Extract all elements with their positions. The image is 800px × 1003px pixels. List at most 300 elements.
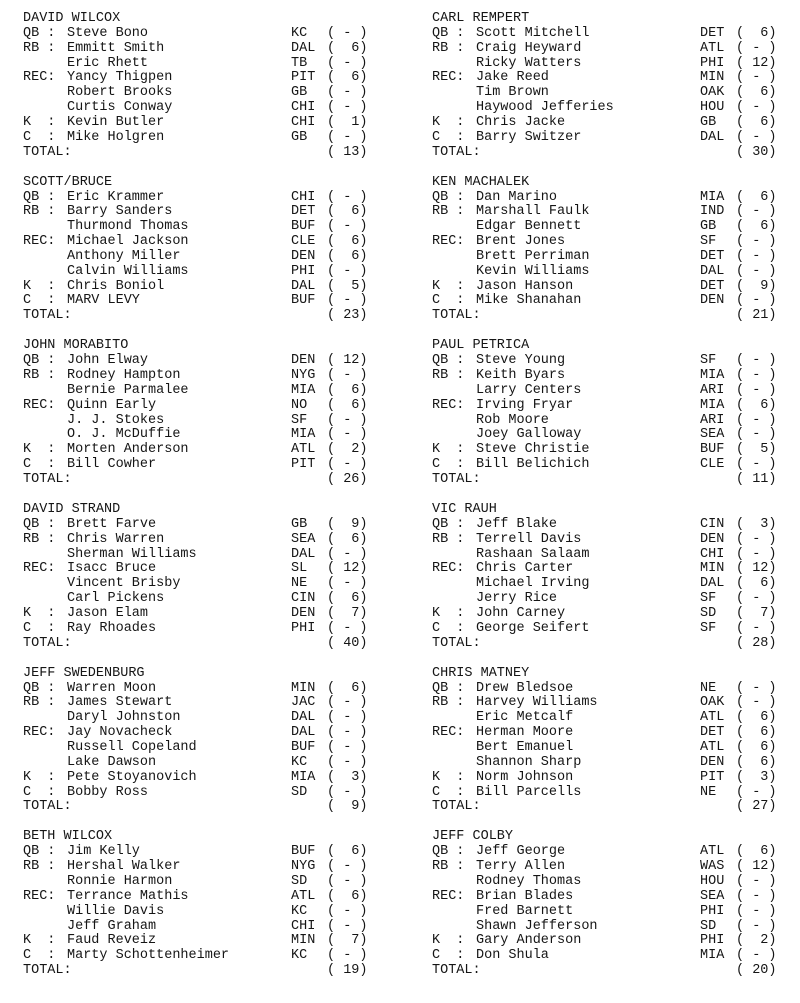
total-row	[432, 309, 800, 324]
player-name: Rodney Thomas	[476, 873, 582, 889]
roster-row	[23, 622, 393, 637]
roster-row	[432, 354, 800, 369]
nfl-team: PIT	[291, 70, 316, 86]
player-name: Harvey Williams	[476, 695, 598, 711]
roster-row	[23, 27, 393, 42]
player-name: Don Shula	[476, 948, 549, 964]
roster-row	[23, 949, 393, 964]
player-points: ( 6)	[736, 739, 777, 755]
player-points: ( 9)	[736, 278, 777, 294]
player-points: ( 6)	[327, 40, 368, 56]
player-points: ( - )	[736, 457, 777, 473]
roster-row	[432, 443, 800, 458]
player-name: Ray Rhoades	[67, 620, 157, 636]
position-label: REC:	[432, 234, 465, 250]
position-label: K :	[432, 769, 465, 785]
nfl-team: MIA	[291, 382, 316, 398]
player-name: Chris Warren	[67, 531, 165, 547]
total-label: TOTAL:	[432, 308, 481, 324]
player-name: Lake Dawson	[67, 754, 157, 770]
nfl-team: SEA	[291, 531, 316, 547]
nfl-team: ATL	[700, 844, 725, 860]
position-label: REC:	[432, 725, 465, 741]
position-label: C :	[23, 948, 56, 964]
player-points: ( 6)	[736, 725, 777, 741]
roster-row	[23, 220, 393, 235]
nfl-team: WAS	[700, 859, 725, 875]
roster-row	[432, 607, 800, 622]
position-label: RB :	[432, 204, 465, 220]
total-points: ( 11)	[736, 471, 777, 487]
nfl-team: BUF	[291, 844, 316, 860]
position-label: C :	[432, 457, 465, 473]
player-points: ( - )	[736, 204, 777, 220]
player-points: ( 6)	[327, 888, 368, 904]
player-points: ( 12)	[327, 353, 368, 369]
roster-row	[432, 934, 800, 949]
position-label: RB :	[23, 204, 56, 220]
player-points: ( 7)	[327, 933, 368, 949]
total-row	[432, 637, 800, 652]
nfl-team: BUF	[700, 442, 725, 458]
roster-row	[432, 399, 800, 414]
player-points: ( - )	[327, 754, 368, 770]
nfl-team: NE	[700, 784, 717, 800]
player-points: ( - )	[327, 412, 368, 428]
roster-row	[23, 354, 393, 369]
total-label: TOTAL:	[23, 471, 72, 487]
player-points: ( - )	[327, 739, 368, 755]
roster-row	[432, 414, 800, 429]
position-label: QB :	[23, 844, 56, 860]
player-points: ( - )	[736, 248, 777, 264]
player-points: ( 9)	[327, 516, 368, 532]
player-points: ( - )	[327, 873, 368, 889]
owner-name: CHRIS MATNEY	[432, 665, 530, 681]
nfl-team: CIN	[700, 516, 725, 532]
owner-name: DAVID WILCOX	[23, 11, 121, 26]
position-label: REC:	[23, 888, 56, 904]
player-name: Marshall Faulk	[476, 204, 590, 220]
roster-row	[432, 458, 800, 473]
owner-name: JEFF SWEDENBURG	[23, 665, 145, 681]
position-label: RB :	[432, 859, 465, 875]
player-name: Terrell Davis	[476, 531, 582, 547]
nfl-team: BUF	[291, 219, 316, 235]
roster-row	[23, 57, 393, 72]
player-name: Daryl Johnston	[67, 710, 181, 726]
position-label: REC:	[23, 725, 56, 741]
nfl-team: NO	[291, 397, 308, 413]
player-name: Carl Pickens	[67, 591, 165, 607]
player-name: Barry Sanders	[67, 204, 173, 220]
player-name: Jeff Graham	[67, 918, 157, 934]
player-name: Steve Young	[476, 353, 566, 369]
nfl-team: BUF	[291, 293, 316, 309]
roster-row	[432, 86, 800, 101]
player-name: Dan Marino	[476, 189, 558, 205]
roster-row	[23, 548, 393, 563]
player-name: Keith Byars	[476, 368, 566, 384]
player-name: Russell Copeland	[67, 739, 197, 755]
nfl-team: MIA	[700, 368, 725, 384]
roster-row	[23, 726, 393, 741]
position-label: K :	[432, 114, 465, 130]
nfl-team: GB	[700, 219, 717, 235]
team-block	[23, 12, 393, 176]
player-points: ( - )	[736, 695, 777, 711]
roster-row	[23, 786, 393, 801]
position-label: REC:	[23, 397, 56, 413]
player-points: ( - )	[736, 234, 777, 250]
nfl-team: MIA	[700, 189, 725, 205]
roster-row	[23, 592, 393, 607]
player-points: ( - )	[327, 55, 368, 71]
player-points: ( - )	[327, 219, 368, 235]
nfl-team: NYG	[291, 368, 316, 384]
player-points: ( 5)	[327, 278, 368, 294]
roster-row	[432, 548, 800, 563]
player-points: ( - )	[736, 531, 777, 547]
player-points: ( - )	[327, 710, 368, 726]
position-label: K :	[432, 442, 465, 458]
player-points: ( 7)	[736, 605, 777, 621]
total-label: TOTAL:	[23, 963, 72, 979]
player-points: ( 6)	[327, 844, 368, 860]
roster-row	[432, 860, 800, 875]
player-name: Bernie Parmalee	[67, 382, 189, 398]
player-name: Chris Boniol	[67, 278, 165, 294]
position-label: QB :	[432, 189, 465, 205]
nfl-team: MIA	[291, 769, 316, 785]
player-points: ( 6)	[327, 234, 368, 250]
roster-row	[432, 949, 800, 964]
roster-row	[23, 42, 393, 57]
roster-row	[432, 726, 800, 741]
roster-row	[23, 265, 393, 280]
total-points: ( 30)	[736, 144, 777, 160]
nfl-team: SL	[291, 561, 308, 577]
player-name: John Carney	[476, 605, 566, 621]
roster-row	[23, 905, 393, 920]
nfl-team: GB	[291, 85, 308, 101]
player-name: Shannon Sharp	[476, 754, 582, 770]
total-points: ( 28)	[736, 635, 777, 651]
nfl-team: MIN	[291, 680, 316, 696]
player-points: ( 12)	[736, 55, 777, 71]
player-name: Brett Farve	[67, 516, 157, 532]
nfl-team: SF	[700, 620, 717, 636]
player-points: ( - )	[327, 620, 368, 636]
roster-row	[23, 399, 393, 414]
nfl-team: KC	[291, 903, 308, 919]
player-points: ( - )	[327, 784, 368, 800]
player-points: ( - )	[327, 576, 368, 592]
position-label: RB :	[432, 40, 465, 56]
nfl-team: DET	[291, 204, 316, 220]
roster-row	[23, 741, 393, 756]
roster-row	[432, 622, 800, 637]
nfl-team: MIA	[291, 427, 316, 443]
player-name: Kevin Butler	[67, 114, 165, 130]
left-column	[23, 12, 393, 994]
player-points: ( 6)	[327, 591, 368, 607]
position-label: REC:	[432, 561, 465, 577]
player-points: ( - )	[327, 948, 368, 964]
nfl-team: DET	[700, 248, 725, 264]
total-points: ( 13)	[327, 144, 368, 160]
nfl-team: MIN	[291, 933, 316, 949]
roster-row	[23, 191, 393, 206]
position-label: RB :	[432, 695, 465, 711]
total-label: TOTAL:	[432, 471, 481, 487]
player-name: Jim Kelly	[67, 844, 140, 860]
team-block	[432, 12, 800, 176]
roster-row	[432, 42, 800, 57]
team-block	[432, 339, 800, 503]
owner-name: VIC RAUH	[432, 502, 497, 518]
roster-row	[23, 771, 393, 786]
position-label: QB :	[23, 516, 56, 532]
total-points: ( 27)	[736, 799, 777, 815]
player-points: ( - )	[736, 382, 777, 398]
position-label: QB :	[432, 680, 465, 696]
nfl-team: PHI	[700, 903, 725, 919]
nfl-team: NE	[700, 680, 717, 696]
position-label: RB :	[23, 368, 56, 384]
roster-row	[432, 57, 800, 72]
player-points: ( 6)	[327, 382, 368, 398]
roster-row	[432, 71, 800, 86]
position-label: C :	[432, 620, 465, 636]
player-points: ( - )	[736, 70, 777, 86]
roster-row	[432, 518, 800, 533]
player-name: Sherman Williams	[67, 546, 197, 562]
nfl-team: BUF	[291, 739, 316, 755]
total-row	[23, 800, 393, 815]
nfl-team: ATL	[700, 710, 725, 726]
owner-name: DAVID STRAND	[23, 502, 121, 518]
total-row	[432, 146, 800, 161]
player-name: Mike Holgren	[67, 129, 165, 145]
player-name: Jeff Blake	[476, 516, 558, 532]
player-name: Warren Moon	[67, 680, 157, 696]
player-points: ( 6)	[736, 710, 777, 726]
nfl-team: NE	[291, 576, 308, 592]
player-name: Irving Fryar	[476, 397, 574, 413]
nfl-team: CHI	[291, 189, 316, 205]
player-points: ( - )	[327, 918, 368, 934]
player-name: Rashaan Salaam	[476, 546, 590, 562]
roster-row	[432, 786, 800, 801]
player-name: Rodney Hampton	[67, 368, 181, 384]
nfl-team: DEN	[700, 293, 725, 309]
position-label: K :	[432, 605, 465, 621]
position-label: C :	[23, 620, 56, 636]
nfl-team: DEN	[700, 531, 725, 547]
player-name: Barry Switzer	[476, 129, 582, 145]
nfl-team: ATL	[700, 739, 725, 755]
player-points: ( - )	[736, 948, 777, 964]
player-name: Chris Carter	[476, 561, 574, 577]
nfl-team: SEA	[700, 427, 725, 443]
player-points: ( 2)	[327, 442, 368, 458]
position-label: QB :	[23, 25, 56, 41]
position-label: QB :	[23, 189, 56, 205]
player-points: ( - )	[736, 784, 777, 800]
total-points: ( 20)	[736, 963, 777, 979]
nfl-team: DEN	[291, 353, 316, 369]
player-name: Vincent Brisby	[67, 576, 181, 592]
roster-row	[23, 369, 393, 384]
player-points: ( 6)	[736, 397, 777, 413]
roster-row	[23, 205, 393, 220]
total-points: ( 40)	[327, 635, 368, 651]
position-label: RB :	[23, 859, 56, 875]
player-points: ( 12)	[736, 859, 777, 875]
position-label: QB :	[432, 516, 465, 532]
nfl-team: MIN	[700, 561, 725, 577]
total-label: TOTAL:	[432, 799, 481, 815]
position-label: C :	[432, 293, 465, 309]
total-row	[23, 309, 393, 324]
player-points: ( 6)	[736, 114, 777, 130]
player-points: ( 6)	[736, 25, 777, 41]
total-points: ( 19)	[327, 963, 368, 979]
roster-row	[23, 875, 393, 890]
player-points: ( - )	[736, 546, 777, 562]
position-label: C :	[432, 129, 465, 145]
player-name: Mike Shanahan	[476, 293, 582, 309]
player-name: Brett Perriman	[476, 248, 590, 264]
player-name: Jake Reed	[476, 70, 549, 86]
nfl-team: NYG	[291, 859, 316, 875]
position-label: C :	[23, 457, 56, 473]
player-points: ( - )	[327, 903, 368, 919]
nfl-team: PIT	[291, 457, 316, 473]
total-points: ( 26)	[327, 471, 368, 487]
position-label: REC:	[23, 70, 56, 86]
nfl-team: ATL	[291, 888, 316, 904]
nfl-team: PHI	[291, 263, 316, 279]
total-label: TOTAL:	[432, 635, 481, 651]
roster-row	[432, 191, 800, 206]
nfl-team: DAL	[291, 710, 316, 726]
team-block	[432, 667, 800, 831]
owner-name: KEN MACHALEK	[432, 174, 530, 190]
roster-row	[432, 741, 800, 756]
roster-row	[23, 860, 393, 875]
nfl-team: SF	[700, 353, 717, 369]
position-label: QB :	[432, 353, 465, 369]
roster-row	[432, 845, 800, 860]
player-name: MARV LEVY	[67, 293, 140, 309]
player-name: Tim Brown	[476, 85, 549, 101]
player-name: Bill Cowher	[67, 457, 157, 473]
roster-row	[432, 205, 800, 220]
roster-row	[23, 562, 393, 577]
position-label: RB :	[23, 695, 56, 711]
player-points: ( - )	[327, 100, 368, 116]
player-name: Terrance Mathis	[67, 888, 189, 904]
player-points: ( 12)	[327, 561, 368, 577]
nfl-team: DAL	[700, 263, 725, 279]
position-label: REC:	[432, 888, 465, 904]
player-name: Calvin Williams	[67, 263, 189, 279]
nfl-team: DAL	[291, 546, 316, 562]
nfl-team: DET	[700, 25, 725, 41]
position-label: REC:	[432, 70, 465, 86]
nfl-team: OAK	[700, 695, 725, 711]
roster-row	[432, 592, 800, 607]
nfl-team: HOU	[700, 873, 725, 889]
player-points: ( - )	[327, 85, 368, 101]
nfl-team: ATL	[291, 442, 316, 458]
player-name: Kevin Williams	[476, 263, 590, 279]
roster-row	[432, 905, 800, 920]
player-points: ( - )	[736, 620, 777, 636]
player-name: Robert Brooks	[67, 85, 173, 101]
roster-row	[23, 294, 393, 309]
position-label: C :	[432, 784, 465, 800]
owner-name: PAUL PETRICA	[432, 338, 530, 354]
nfl-team: GB	[291, 516, 308, 532]
player-points: ( - )	[736, 918, 777, 934]
owner-name: JEFF COLBY	[432, 829, 514, 845]
roster-row	[432, 428, 800, 443]
position-label: K :	[23, 114, 56, 130]
player-points: ( - )	[736, 412, 777, 428]
roster-row	[23, 443, 393, 458]
position-label: K :	[23, 442, 56, 458]
player-points: ( - )	[327, 368, 368, 384]
player-points: ( 6)	[327, 531, 368, 547]
player-points: ( - )	[327, 263, 368, 279]
position-label: REC:	[23, 561, 56, 577]
roster-row	[23, 934, 393, 949]
player-name: John Elway	[67, 353, 149, 369]
position-label: QB :	[432, 25, 465, 41]
roster-row	[432, 533, 800, 548]
player-name: Craig Heyward	[476, 40, 582, 56]
team-block	[432, 503, 800, 667]
nfl-team: DAL	[291, 278, 316, 294]
player-points: ( 2)	[736, 933, 777, 949]
total-label: TOTAL:	[23, 308, 72, 324]
player-points: ( 3)	[736, 516, 777, 532]
player-points: ( 1)	[327, 114, 368, 130]
player-points: ( 6)	[736, 219, 777, 235]
player-name: Bill Belichich	[476, 457, 590, 473]
roster-row	[432, 756, 800, 771]
nfl-team: SD	[291, 784, 308, 800]
roster-row	[432, 369, 800, 384]
player-name: Bobby Ross	[67, 784, 149, 800]
nfl-team: SF	[700, 591, 717, 607]
roster-row	[23, 86, 393, 101]
player-name: Brian Blades	[476, 888, 574, 904]
player-name: Faud Reveiz	[67, 933, 157, 949]
player-name: Steve Christie	[476, 442, 590, 458]
roster-row	[23, 280, 393, 295]
nfl-team: PHI	[700, 933, 725, 949]
nfl-team: CIN	[291, 591, 316, 607]
nfl-team: SF	[700, 234, 717, 250]
player-points: ( - )	[736, 40, 777, 56]
player-name: Ricky Watters	[476, 55, 582, 71]
player-points: ( - )	[736, 591, 777, 607]
roster-row	[23, 890, 393, 905]
